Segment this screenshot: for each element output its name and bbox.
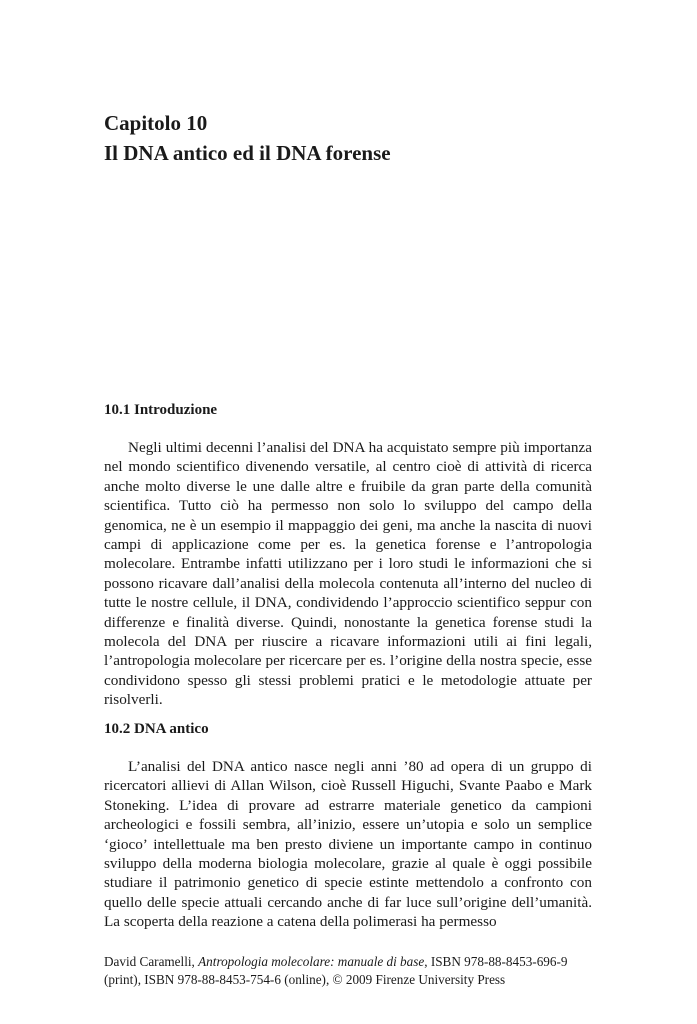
paragraph-introduzione: Negli ultimi decenni l’analisi del DNA ha acquistato sempre più importanza nel mondo scientifico divenendo versatile, al centro cioè di attività di ricerca anche molto diverse le une dalle altre e fruibile da gran parte della comunità scientifica. Tutto ciò ha permesso non solo lo sviluppo del campo della genomica, ne è un esempio il mappaggio dei geni, ma anche la nascita di nuovi campi di applicazione come per es. la genetica forense e l’antropologia molecolare. Entrambe infatti utilizzano per i loro studi le informazioni che si possono ricavare dall’analisi della molecola contenuta all’interno del nucleo di tutte le nostre cellule, il DNA, condividendo l’approccio scientifico seppur con differenze e finalità diverse. Quindi, nonostante la genetica forense studi la molecola del DNA per riuscire a ricavare informazioni utili ai fini legali, l’antropologia molecolare per ricercare per es. l’origine della nostra specie, esse condividono spesso gli stessi problemi pratici e le metodologie attuate per risolverli. bbox=[104, 439, 592, 709]
chapter-title bbox=[104, 108, 604, 168]
footer-isbn: , ISBN 978-88-8453-696-9 (print), ISBN 978-88-8453-754-6 (online), © 2009 Firenze University Press bbox=[104, 954, 568, 987]
paragraph-dna-antico: L’analisi del DNA antico nasce negli anni ’80 ad opera di un gruppo di ricercatori allievi di Allan Wilson, cioè Russell Higuchi, Svante Paabo e Mark Stoneking. L’idea di provare ad estrarre materiale genetico da campioni archeologici e fossili sembra, all’inizio, essere un’utopia e solo un semplice ‘gioco’ intellettuale ma ben presto diviene un importante campo in continuo sviluppo della moderna biologia molecolare, grazie al quale è oggi possibile studiare il patrimonio genetico di specie estinte mettendolo a confronto con quello delle specie attuali cercando anche di far luce sull’origine dell’umanità. La scoperta della reazione a catena della polimerasi ha permesso bbox=[104, 758, 592, 931]
chapter-number: Capitolo 10 bbox=[104, 111, 208, 135]
chapter-name: Il DNA antico ed il DNA forense bbox=[104, 141, 391, 165]
section-heading-introduzione: 10.1 Introduzione bbox=[104, 402, 218, 418]
footer-author: David Caramelli, bbox=[104, 954, 199, 969]
citation-footer bbox=[104, 953, 594, 989]
footer-book-title: Antropologia molecolare: manuale di base bbox=[198, 954, 425, 969]
section-heading-dna-antico: 10.2 DNA antico bbox=[104, 721, 209, 737]
